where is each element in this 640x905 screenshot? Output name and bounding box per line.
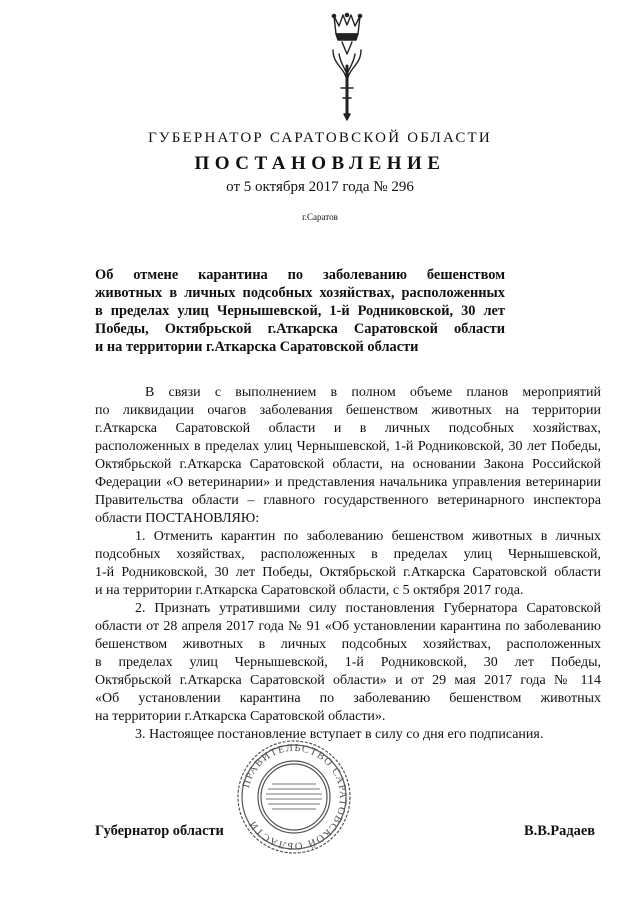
document-city: г.Саратов <box>302 212 338 222</box>
text-line: 1-й Родниковской, 30 лет Победы, Октябрьской г.Аткарска Саратовской области <box>95 565 601 580</box>
text-line: области ПОСТАНОВЛЯЮ: <box>95 511 260 526</box>
title-line: Победы, Октябрьской г.Аткарска Саратовской области <box>95 321 505 337</box>
text-line: 1. Отменить карантин по заболеванию бешенством животных в личных <box>135 529 601 544</box>
document-type-heading: ПОСТАНОВЛЕНИЕ <box>194 153 446 174</box>
decree-item-2 <box>95 600 601 726</box>
text-line: 2. Признать утратившими силу постановления Губернатора Саратовской <box>135 601 601 616</box>
signer-title: Губернатор области <box>95 823 224 839</box>
document-title <box>95 266 505 356</box>
text-line: на территории г.Аткарска Саратовской области». <box>95 709 386 724</box>
text-line: в пределах улиц Чернышевской, 1-й Родниковской, 30 лет Победы, <box>95 655 601 670</box>
document-body <box>95 384 601 744</box>
title-line: и на территории г.Аткарска Саратовской области <box>95 339 419 355</box>
text-line: Федерации «О ветеринарии» и представления начальника управления ветеринарии <box>95 475 601 490</box>
text-line: Октябрьской г.Аткарска Саратовской области» и от 29 мая 2017 года № 114 <box>95 673 601 688</box>
preamble-paragraph <box>95 384 601 528</box>
text-line: «Об установлении карантина по заболеванию бешенством животных <box>95 691 601 706</box>
text-line: Правительства области – главного государственного ветеринарного инспектора <box>95 493 601 508</box>
signer-name: В.В.Радаев <box>524 823 596 839</box>
text-line: 3. Настоящее постановление вступает в силу со дня его подписания. <box>135 727 544 742</box>
coat-of-arms-icon <box>323 10 371 122</box>
official-seal-icon <box>232 738 356 856</box>
document-date-number: от 5 октября 2017 года № 296 <box>226 179 414 195</box>
text-line: подсобных хозяйствах, расположенных в пределах улиц Чернышевской, <box>95 547 601 562</box>
text-line: В связи с выполнением в полном объеме планов мероприятий <box>145 385 601 400</box>
decree-item-1 <box>95 528 601 600</box>
text-line: по ликвидации очагов заболевания бешенством животных на территории <box>95 403 601 418</box>
title-line: животных в личных подсобных хозяйствах, расположенных <box>95 285 505 301</box>
text-line: Октябрьской г.Аткарска Саратовской области, на основании Закона Российской <box>95 457 601 472</box>
title-line: Об отмене карантина по заболеванию бешенством <box>95 267 505 283</box>
text-line: области от 28 апреля 2017 года № 91 «Об установлении карантина по заболеванию <box>95 619 601 634</box>
text-line: расположенных в пределах улиц Чернышевской, 1-й Родниковской, 30 лет Победы, <box>95 439 601 454</box>
text-line: и на территории г.Аткарска Саратовской области, с 5 октября 2017 года. <box>95 583 524 598</box>
seal-ring-text: ПРАВИТЕЛЬСТВО САРАТОВСКОЙ ОБЛАСТИ <box>240 742 349 852</box>
issuing-authority: ГУБЕРНАТОР САРАТОВСКОЙ ОБЛАСТИ <box>148 130 492 146</box>
title-line: в пределах улиц Чернышевской, 1-й Родниковской, 30 лет <box>95 303 505 319</box>
text-line: бешенством животных в личных подсобных хозяйствах, расположенных <box>95 637 601 652</box>
text-line: г.Аткарска Саратовской области и в личных подсобных хозяйствах, <box>95 421 601 436</box>
